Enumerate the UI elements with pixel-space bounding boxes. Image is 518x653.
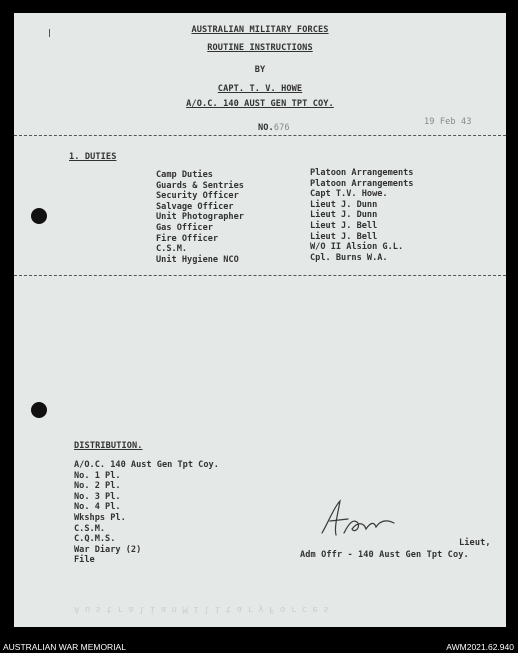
distribution-item: No. 2 Pl. <box>74 481 121 492</box>
distribution-item: Wkshps Pl. <box>74 512 126 523</box>
unit-name: A/O.C. 140 AUST GEN TPT COY. <box>186 99 334 109</box>
distribution-item: No. 4 Pl. <box>74 502 121 513</box>
duty-assignee: W/O II Alsion G.L. <box>310 242 404 253</box>
duty-role: Unit Photographer <box>156 212 244 223</box>
duty-assignee: Lieut J. Dunn <box>310 210 378 221</box>
instruction-number <box>258 123 290 133</box>
divider-top <box>14 135 506 136</box>
duty-role: C.S.M. <box>156 244 188 255</box>
duty-assignee: Lieut J. Dunn <box>310 199 378 210</box>
archive-reference: AWM2021.62.940 <box>446 642 514 652</box>
distribution-item: War Diary (2) <box>74 544 142 555</box>
author-name: CAPT. T. V. HOWE <box>217 84 303 94</box>
document-date: 19 Feb 43 <box>424 117 472 127</box>
distribution-heading: DISTRIBUTION. <box>74 441 143 451</box>
duty-role: Salvage Officer <box>156 201 234 212</box>
duty-assignee: Cpl. Burns W.A. <box>310 252 388 263</box>
document-subtitle: ROUTINE INSTRUCTIONS <box>207 43 313 53</box>
distribution-item: C.Q.M.S. <box>74 534 116 545</box>
signatory-office: Adm Offr - 140 Aust Gen Tpt Coy. <box>300 550 469 560</box>
distribution-list <box>74 460 219 566</box>
number-value: 676 <box>273 123 290 133</box>
punch-hole-top <box>31 208 47 224</box>
section-heading: 1. DUTIES <box>69 152 117 162</box>
duty-roles <box>156 170 244 265</box>
distribution-item: No. 3 Pl. <box>74 491 121 502</box>
show-through-text: A u s t r a l i a n M i l i t a r y F o r c e s <box>74 604 329 614</box>
archive-footer <box>0 641 518 653</box>
handwritten-signature <box>314 493 404 543</box>
duty-assignee: Capt T.V. Howe. <box>310 189 388 200</box>
divider-bottom <box>14 275 506 276</box>
duty-role: Fire Officer <box>156 233 219 244</box>
number-label: NO. <box>258 123 274 133</box>
document-page <box>14 13 506 627</box>
duty-assignee: Lieut J. Bell <box>310 220 378 231</box>
duty-role: Unit Hygiene NCO <box>156 254 239 265</box>
duty-role: Security Officer <box>156 191 239 202</box>
duty-role: Camp Duties <box>156 170 213 180</box>
by-line: BY <box>254 65 266 75</box>
duty-assignees <box>310 168 413 263</box>
archive-institution: AUSTRALIAN WAR MEMORIAL <box>3 642 126 652</box>
duty-assignee: Platoon Arrangements <box>310 178 414 189</box>
punch-hole-bottom <box>31 402 47 418</box>
signatory-rank: Lieut, <box>459 538 491 548</box>
distribution-item: A/O.C. 140 Aust Gen Tpt Coy. <box>74 460 219 470</box>
distribution-item: C.S.M. <box>74 523 106 534</box>
distribution-item: No. 1 Pl. <box>74 470 121 481</box>
duty-role: Guards & Sentries <box>156 180 244 191</box>
duty-assignee: Lieut J. Bell <box>310 231 378 242</box>
duty-assignee: Platoon Arrangements <box>310 168 414 178</box>
distribution-item: File <box>74 555 95 566</box>
document-title: AUSTRALIAN MILITARY FORCES <box>191 25 329 35</box>
duty-role: Gas Officer <box>156 222 213 233</box>
